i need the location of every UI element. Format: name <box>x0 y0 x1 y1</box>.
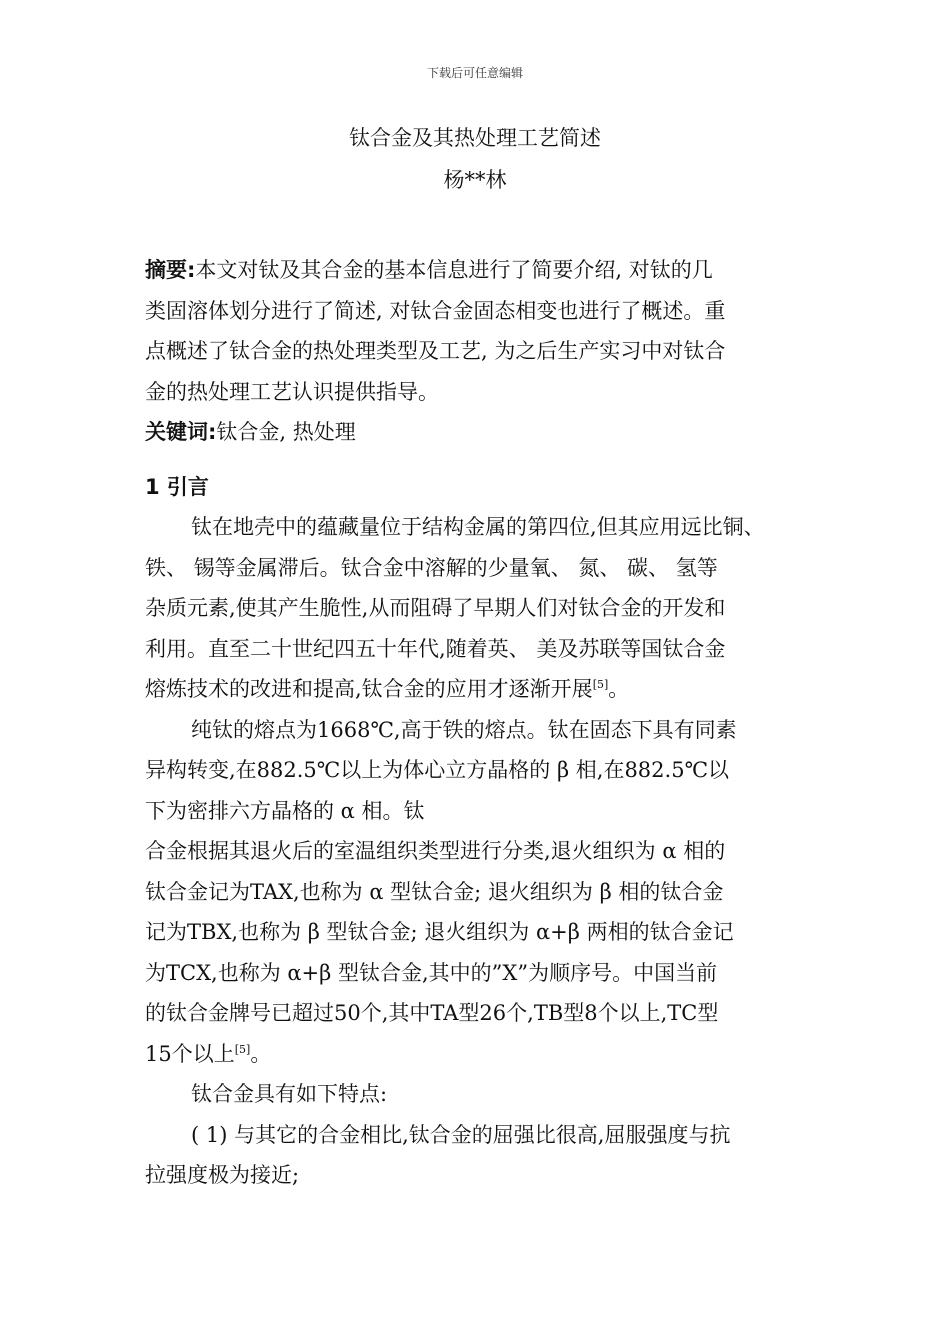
paragraph-line: 钛合金记为TAX,也称为 α 型钛合金; 退火组织为 β 相的钛合金 <box>145 879 724 904</box>
document-title: 钛合金及其热处理工艺简述 <box>349 126 601 150</box>
paragraph-line: ( 1) 与其它的合金相比,钛合金的屈强比很高,屈服强度与抗 <box>191 1122 731 1147</box>
paragraph-text: 。 <box>250 1041 272 1066</box>
keywords-label: 关键词: <box>145 420 217 444</box>
abstract-line: 类固溶体划分进行了简述, 对钛合金固态相变也进行了概述。重 <box>145 298 726 323</box>
paragraph-line <box>145 1034 810 1075</box>
paragraph-1 <box>145 507 810 710</box>
paragraph-text: 15个以上 <box>145 1041 235 1066</box>
header-note: 下载后可任意编辑 <box>426 66 523 80</box>
abstract-label: 摘要: <box>145 258 196 282</box>
section-heading: 1 引言 <box>145 474 209 499</box>
paragraph-line: 下为密排六方晶格的 α 相。钛 <box>145 798 425 823</box>
document-body <box>145 250 810 1196</box>
paragraph-line: 杂质元素,使其产生脆性,从而阻碍了早期人们对钛合金的开发和 <box>145 596 726 620</box>
paragraph-line <box>145 669 810 710</box>
paragraph-line: 异构转变,在882.5℃以上为体心立方晶格的 β 相,在882.5℃以 <box>145 758 730 782</box>
keywords-value: 钛合金, 热处理 <box>216 420 356 444</box>
paragraph-text: 熔炼技术的改进和提高,钛合金的应用才逐渐开展 <box>145 677 593 701</box>
abstract-line <box>145 250 810 291</box>
paragraph-2 <box>145 710 810 1075</box>
abstract-line: 点概述了钛合金的热处理类型及工艺, 为之后生产实习中对钛合 <box>145 339 726 363</box>
paragraph-line: 记为TBX,也称为 β 型钛合金; 退火组织为 α+β 两相的钛合金记 <box>145 920 734 944</box>
paragraph-line: 铁、 锡等金属滞后。钛合金中溶解的少量氧、 氮、 碳、 氢等 <box>145 555 718 580</box>
keywords-line <box>145 412 810 453</box>
document-author: 杨**林 <box>443 168 507 192</box>
paragraph-line: 钛在地壳中的蕴藏量位于结构金属的第四位,但其应用远比铜、 <box>191 515 765 539</box>
paragraph-line: 利用。直至二十世纪四五十年代,随着英、 美及苏联等国钛合金 <box>145 636 726 661</box>
citation-ref: [5] <box>592 678 609 691</box>
abstract-line: 金的热处理工艺认识提供指导。 <box>145 379 439 404</box>
paragraph-text: 。 <box>608 677 630 701</box>
list-item <box>145 1115 810 1196</box>
citation-ref: [5] <box>234 1042 251 1056</box>
paragraph-line: 纯钛的熔点为1668℃,高于铁的熔点。钛在固态下具有同素 <box>191 717 737 742</box>
paragraph-3: 钛合金具有如下特点: <box>191 1082 388 1106</box>
paragraph-line: 合金根据其退火后的室温组织类型进行分类,退火组织为 α 相的 <box>145 839 726 863</box>
abstract-text: 本文对钛及其合金的基本信息进行了简要介绍, 对钛的几 <box>195 258 713 282</box>
paragraph-line: 为TCX,也称为 α+β 型钛合金,其中的”X”为顺序号。中国当前 <box>145 960 718 985</box>
paragraph-line: 拉强度极为接近; <box>145 1163 300 1187</box>
abstract-block <box>145 250 810 412</box>
paragraph-line: 的钛合金牌号已超过50个,其中TA型26个,TB型8个以上,TC型 <box>145 1001 719 1025</box>
